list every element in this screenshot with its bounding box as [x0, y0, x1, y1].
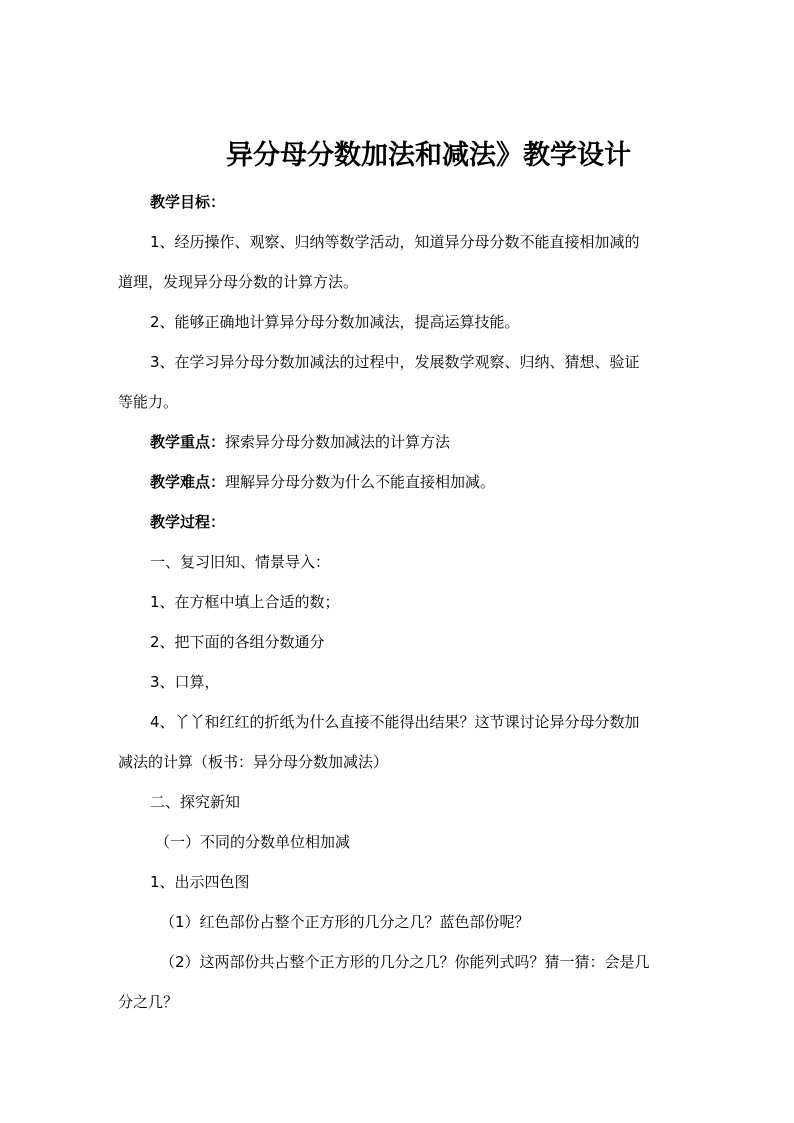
list-item-2: 2、把下面的各组分数通分: [150, 633, 325, 651]
difficulty: [118, 471, 710, 493]
list-item-4-line-2: 减法的计算（板书：异分母分数加减法）: [118, 753, 389, 771]
document-title: 异分母分数加法和减法》教学设计: [226, 140, 631, 171]
question-2-line-1: （2）这两部份共占整个正方形的几分之几？你能列式吗？猜一猜：会是几: [160, 953, 650, 971]
objective-3-line-1: 3、在学习异分母分数加减法的过程中，发展数学观察、归纳、猜想、验证: [150, 353, 640, 371]
key-point: [118, 431, 710, 453]
objective-3-line-2: 等能力。: [118, 393, 179, 411]
question-2-line-2: 分之几？: [118, 993, 179, 1011]
list-item-1: 1、在方框中填上合适的数；: [150, 593, 340, 611]
process-heading: 教学过程：: [150, 513, 226, 531]
step-1: 1、出示四色图: [150, 873, 250, 891]
key-point-label: 教学重点：: [150, 433, 226, 451]
question-1: （1）红色部份占整个正方形的几分之几？蓝色部份呢？: [160, 913, 530, 931]
difficulty-text: 理解异分母分数为什么不能直接相加减。: [225, 473, 496, 491]
objectives-heading: 教学目标：: [150, 193, 226, 211]
list-item-4-line-1: 4、丫丫和红红的折纸为什么直接不能得出结果？这节课讨论异分母分数加: [150, 713, 640, 731]
key-point-text: 探索异分母分数加减法的计算方法: [225, 433, 451, 451]
list-item-3: 3、口算，: [150, 673, 220, 691]
section-2-heading: 二、探究新知: [150, 793, 241, 811]
objective-1-line-1: 1、经历操作、观察、归纳等数学活动，知道异分母分数不能直接相加减的: [150, 233, 640, 251]
subsection-1-heading: （一）不同的分数单位相加减: [155, 833, 351, 851]
difficulty-label: 教学难点：: [150, 473, 226, 491]
objective-1-line-2: 道理，发现异分母分数的计算方法。: [118, 273, 359, 291]
objective-2: 2、能够正确地计算异分母分数加减法，提高运算技能。: [150, 313, 520, 331]
section-1-heading: 一、复习旧知、情景导入：: [150, 553, 331, 571]
